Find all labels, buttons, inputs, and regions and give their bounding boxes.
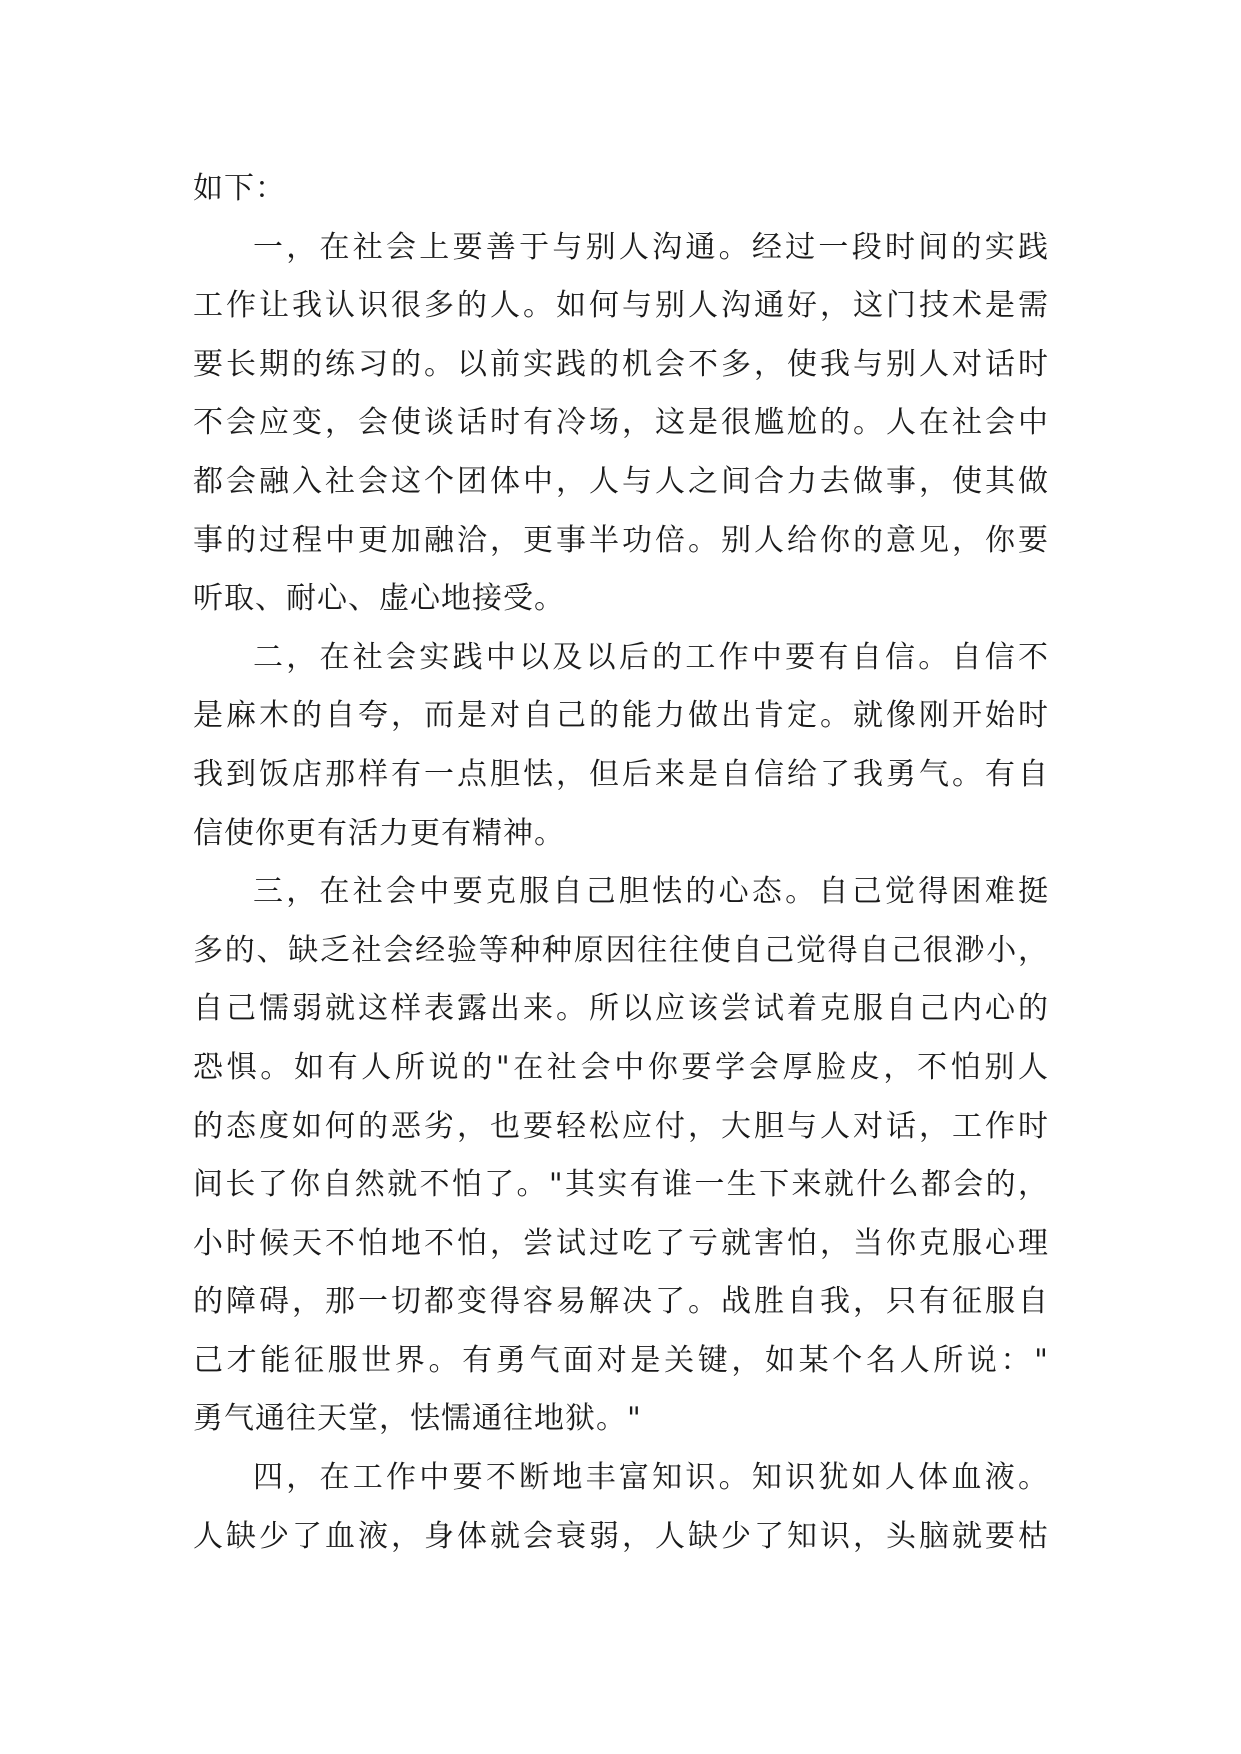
text-line: 的障碍，那一切都变得容易解决了。战胜自我，只有征服自 — [193, 1284, 1049, 1320]
text-line: 小时候天不怕地不怕，尝试过吃了亏就害怕，当你克服心理 — [193, 1225, 1049, 1261]
text-line: 都会融入社会这个团体中，人与人之间合力去做事，使其做 — [193, 463, 1049, 499]
document-body — [193, 160, 1049, 1566]
text-line: 勇气通往天堂，怯懦通往地狱。" — [193, 1401, 642, 1437]
text-line: 不会应变，会使谈话时有冷场，这是很尴尬的。人在社会中 — [193, 405, 1049, 441]
text-line: 是麻木的自夸，而是对自己的能力做出肯定。就像刚开始时 — [193, 698, 1049, 734]
paragraph-1-first-line: 一，在社会上要善于与别人沟通。经过一段时间的实践 — [253, 229, 1049, 265]
text-line: 自己懦弱就这样表露出来。所以应该尝试着克服自己内心的 — [193, 991, 1049, 1027]
text-line: 多的、缺乏社会经验等种种原因往往使自己觉得自己很渺小， — [193, 932, 1049, 968]
text-line: 如下： — [193, 171, 286, 206]
text-line: 己才能征服世界。有勇气面对是关键，如某个名人所说：" — [193, 1342, 1049, 1378]
text-line: 信使你更有活力更有精神。 — [193, 815, 565, 851]
text-line: 听取、耐心、虚心地接受。 — [193, 581, 565, 617]
paragraph-3-first-line: 三，在社会中要克服自己胆怯的心态。自己觉得困难挺 — [253, 874, 1049, 910]
text-line: 间长了你自然就不怕了。"其实有谁一生下来就什么都会的， — [193, 1167, 1049, 1203]
text-line: 工作让我认识很多的人。如何与别人沟通好，这门技术是需 — [193, 288, 1049, 324]
text-line: 的态度如何的恶劣，也要轻松应付，大胆与人对话，工作时 — [193, 1108, 1049, 1144]
paragraph-4-first-line: 四，在工作中要不断地丰富知识。知识犹如人体血液。 — [253, 1460, 1049, 1496]
text-line: 人缺少了血液，身体就会衰弱，人缺少了知识，头脑就要枯 — [193, 1518, 1049, 1554]
text-line: 恐惧。如有人所说的"在社会中你要学会厚脸皮，不怕别人 — [193, 1049, 1049, 1085]
text-line: 事的过程中更加融洽，更事半功倍。别人给你的意见，你要 — [193, 522, 1049, 558]
text-line: 要长期的练习的。以前实践的机会不多，使我与别人对话时 — [193, 346, 1049, 382]
paragraph-2-first-line: 二，在社会实践中以及以后的工作中要有自信。自信不 — [253, 639, 1049, 675]
text-line: 我到饭店那样有一点胆怯，但后来是自信给了我勇气。有自 — [193, 756, 1049, 792]
